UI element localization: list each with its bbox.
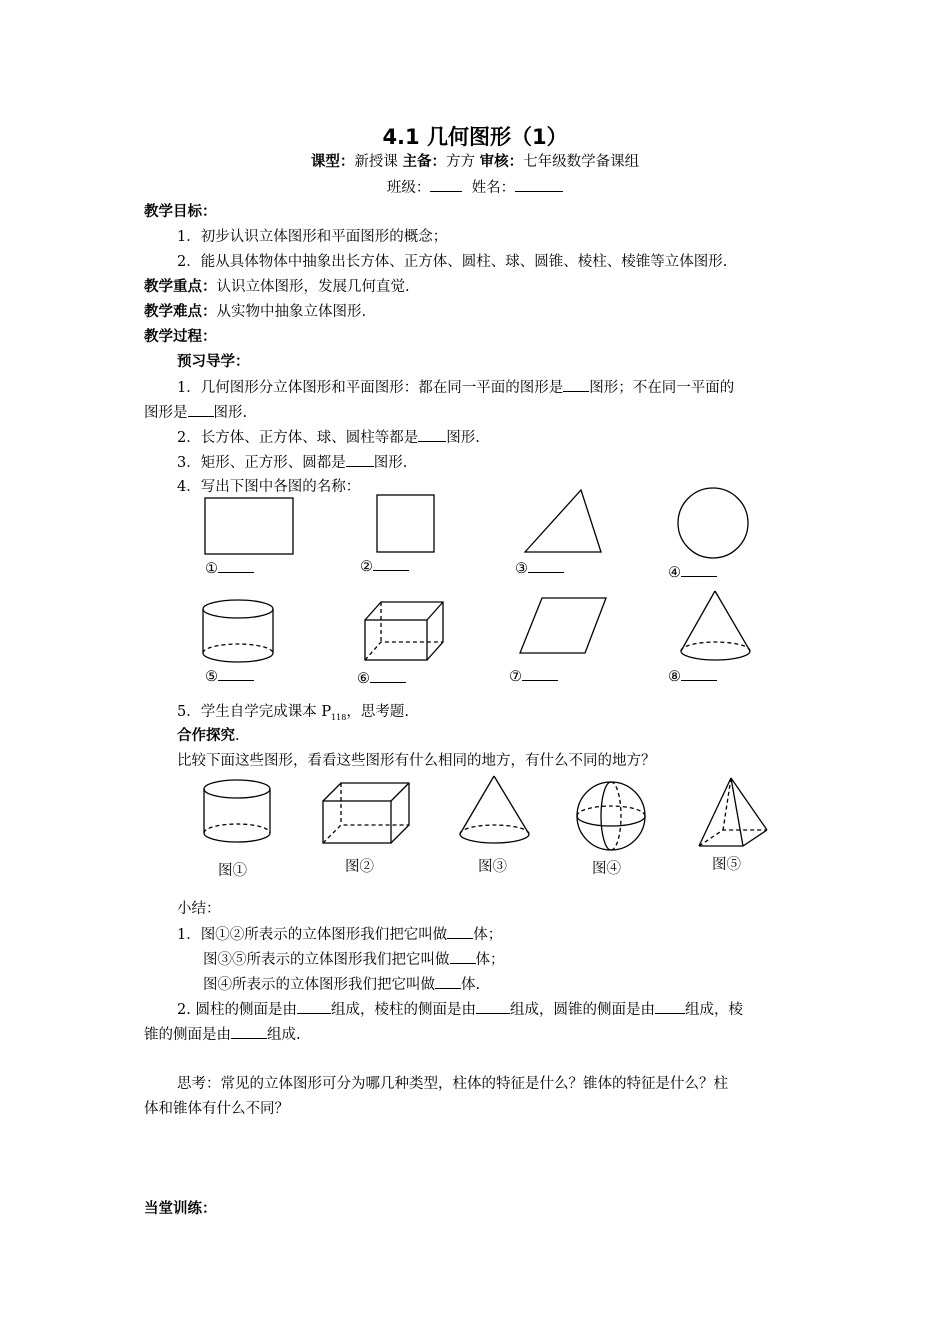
cube-shape [365, 602, 443, 660]
cylinder-figure [204, 780, 270, 842]
page-title: 4.1 几何图形（1） [382, 125, 568, 149]
q3-text-b: 图形. [373, 455, 408, 471]
cuboid-figure [323, 783, 409, 843]
summary-line-3: 图④所表示的立体图形我们把它叫做 体. [203, 974, 480, 995]
key-point-label: 教学重点： [144, 279, 217, 295]
square-shape [377, 495, 434, 552]
shape-label-5: ⑤ [205, 666, 254, 687]
summary-line-1: 1．图①②所表示的立体图形我们把它叫做 体； [177, 924, 502, 945]
figure-label-5: 图⑤ [712, 857, 741, 873]
q3-text-a: 3．矩形、正方形、圆都是 [177, 455, 346, 471]
lead-label: 主备： [402, 154, 446, 170]
shape-label-7: ⑦ [509, 666, 558, 687]
figure-label-2: 图② [345, 859, 374, 875]
shape-label-6: ⑥ [357, 668, 406, 689]
q2-text-b: 图形. [446, 430, 480, 446]
shape-label-8: ⑧ [668, 666, 717, 687]
q1-text-c: 图形是 [144, 405, 188, 421]
pyramid-figure [699, 778, 767, 846]
difficulty-text: 从实物中抽象立体图形. [216, 304, 367, 320]
circle-shape [678, 488, 748, 558]
shape-label-1: ① [205, 558, 254, 579]
triangle-shape [525, 490, 601, 552]
think-line-1: 思考：常见的立体图形可分为哪几种类型，柱体的特征是什么？锥体的特征是什么？柱 [177, 1076, 728, 1092]
cooperation-heading-text: 合作探究 [177, 728, 235, 744]
summary-line-2: 图③⑤所表示的立体图形我们把它叫做 体； [203, 949, 505, 970]
review: 七年级数学备课组 [523, 154, 640, 170]
q1-text-b: 图形；不在同一平面的 [589, 380, 735, 396]
preview-q4: 4．写出下图中各图的名称： [177, 479, 361, 495]
cylinder-shape [203, 600, 273, 662]
review-label: 审核： [479, 154, 524, 170]
cooperation-heading-dot: . [235, 728, 240, 744]
rectangle-shape [205, 498, 293, 554]
think-line-2: 体和锥体有什么不同？ [144, 1101, 289, 1117]
q5-text-b: ，思考题. [346, 704, 409, 720]
lead: 方方 [446, 154, 475, 170]
shape-label-4: ④ [668, 562, 717, 583]
figure-label-3: 图③ [478, 859, 507, 875]
class-label: 班级： [386, 180, 431, 196]
q1-text-a: 1．几何图形分立体图形和平面图形：都在同一平面的图形是 [177, 380, 564, 396]
summary-line-5: 锥的侧面是由 组成. [144, 1024, 301, 1045]
objective-item: 1．初步认识立体图形和平面图形的概念； [177, 229, 448, 245]
figure-label-4: 图④ [592, 861, 621, 877]
objective-item: 2．能从具体物体中抽象出长方体、正方体、圆柱、球、圆锥、棱柱、棱锥等立体图形. [177, 254, 728, 270]
practice-heading: 当堂训练： [144, 1201, 217, 1217]
figure-label-1: 图① [218, 863, 247, 879]
parallelogram-shape [520, 598, 606, 653]
cone-shape [681, 591, 750, 660]
q5-page-sub: 118 [331, 712, 347, 722]
q2-text-a: 2．长方体、正方体、球、圆柱等都是 [177, 430, 419, 446]
difficulty-label: 教学难点： [144, 304, 217, 320]
summary-line-4: 2. 圆柱的侧面是由 组成，棱柱的侧面是由 组成，圆锥的侧面是由 组成，棱 [177, 999, 743, 1020]
process-heading: 教学过程： [144, 329, 217, 345]
name-label: 姓名： [471, 180, 516, 196]
key-point-text: 认识立体图形，发展几何直觉. [216, 279, 410, 295]
preview-heading: 预习导学： [177, 354, 250, 370]
q1-text-d: 图形. [213, 405, 248, 421]
shape-label-2: ② [360, 556, 409, 577]
objectives-heading: 教学目标： [144, 204, 217, 220]
lesson-type: 新授课 [354, 154, 398, 170]
sphere-figure [577, 782, 645, 850]
cooperation-prompt: 比较下面这些图形，看看这些图形有什么相同的地方，有什么不同的地方？ [177, 753, 656, 769]
summary-heading: 小结： [177, 901, 221, 917]
q5-text-a: 5．学生自学完成课本 P [177, 704, 332, 720]
shape-label-3: ③ [515, 558, 564, 579]
lesson-type-label: 课型： [310, 154, 355, 170]
cone-figure [460, 776, 529, 843]
